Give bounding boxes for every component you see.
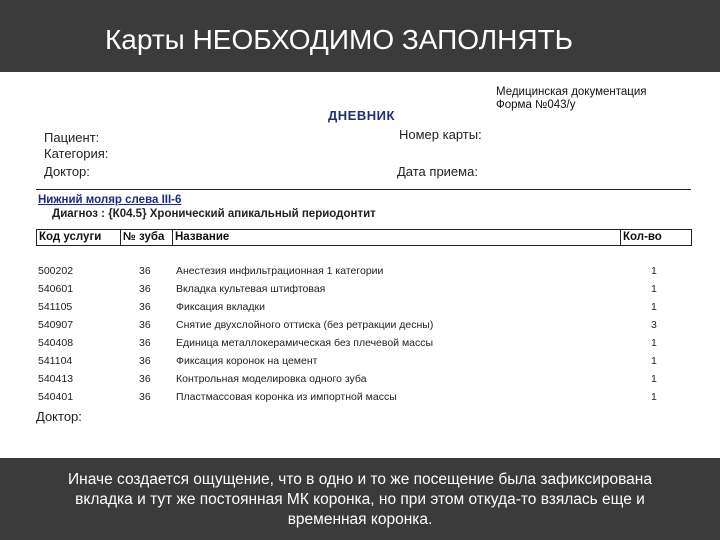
patient-label: Пациент: xyxy=(44,130,100,145)
tooth-number: 36 xyxy=(139,319,151,331)
service-code: 540408 xyxy=(38,337,74,349)
table-row xyxy=(0,352,720,370)
service-name: Единица металлокерамическая без плечевой массы xyxy=(176,337,434,349)
service-code: 541105 xyxy=(38,301,73,313)
med-doc-line-1: Медицинская документация xyxy=(496,86,647,98)
slide-title: Карты НЕОБХОДИМО ЗАПОЛНЯТЬ xyxy=(105,24,574,55)
service-name: Снятие двухслойного оттиска (без ретракции десны) xyxy=(176,319,434,331)
slide-header xyxy=(0,0,720,72)
med-doc-form-note xyxy=(496,86,647,112)
slide-caption: Иначе создается ощущение, что в одно и то же посещение была зафиксирована вкладка и тут же постоянная МК коронка, но при этом откуда-то взялась еще и временная коронка. xyxy=(68,471,652,528)
card-number-label: Номер карты: xyxy=(399,127,482,142)
tooth-number: 36 xyxy=(139,373,151,385)
service-name: Контрольная моделировка одного зуба xyxy=(176,373,367,385)
col-header-name: Название xyxy=(173,230,621,245)
med-doc-line-2: Форма №043/у xyxy=(496,99,576,111)
diagnosis-line: Диагноз : {К04.5} Хронический апикальный периодонтит xyxy=(52,208,376,220)
service-qty: 1 xyxy=(651,265,657,277)
service-name: Вкладка культевая штифтовая xyxy=(176,283,326,295)
service-qty: 1 xyxy=(651,301,657,313)
tooth-number: 36 xyxy=(139,283,151,295)
service-qty: 1 xyxy=(651,373,657,385)
tooth-number: 36 xyxy=(139,301,151,313)
visit-date-label: Дата приема: xyxy=(397,164,478,179)
service-qty: 3 xyxy=(651,319,657,331)
service-code: 540401 xyxy=(38,391,74,403)
tooth-number: 36 xyxy=(139,265,151,277)
document-heading: ДНЕВНИК xyxy=(328,108,395,123)
tooth-number: 36 xyxy=(139,337,151,349)
section-divider xyxy=(36,189,691,190)
table-row xyxy=(0,334,720,352)
tooth-number: 36 xyxy=(139,391,151,403)
service-code: 541104 xyxy=(38,355,73,367)
service-code: 540413 xyxy=(38,373,74,385)
table-row xyxy=(0,316,720,334)
slide-caption-bar xyxy=(0,458,720,540)
dental-diary-document xyxy=(0,72,720,458)
table-row xyxy=(0,388,720,406)
service-code: 500202 xyxy=(38,265,74,277)
tooth-number: 36 xyxy=(139,355,151,367)
doctor-footer-label: Доктор: xyxy=(36,409,82,424)
table-row xyxy=(0,298,720,316)
service-qty: 1 xyxy=(651,355,657,367)
services-table-header xyxy=(36,229,692,246)
category-label: Категория: xyxy=(44,146,109,161)
service-name: Фиксация коронок на цемент xyxy=(176,355,318,367)
tooth-title: Нижний моляр слева III-6 xyxy=(38,194,182,206)
service-name: Анестезия инфильтрационная 1 категории xyxy=(176,265,384,277)
table-row xyxy=(0,262,720,280)
service-qty: 1 xyxy=(651,283,657,295)
table-row xyxy=(0,370,720,388)
col-header-qty: Кол-во xyxy=(623,231,662,243)
service-code: 540601 xyxy=(38,283,74,295)
service-name: Фиксация вкладки xyxy=(176,301,265,313)
doctor-label: Доктор: xyxy=(44,164,90,179)
col-header-tooth: № зуба xyxy=(121,230,173,245)
service-qty: 1 xyxy=(651,337,657,349)
col-header-code: Код услуги xyxy=(37,230,121,245)
service-qty: 1 xyxy=(651,391,657,403)
table-row xyxy=(0,280,720,298)
service-code: 540907 xyxy=(38,319,74,331)
service-name: Пластмассовая коронка из импортной массы xyxy=(176,391,397,403)
